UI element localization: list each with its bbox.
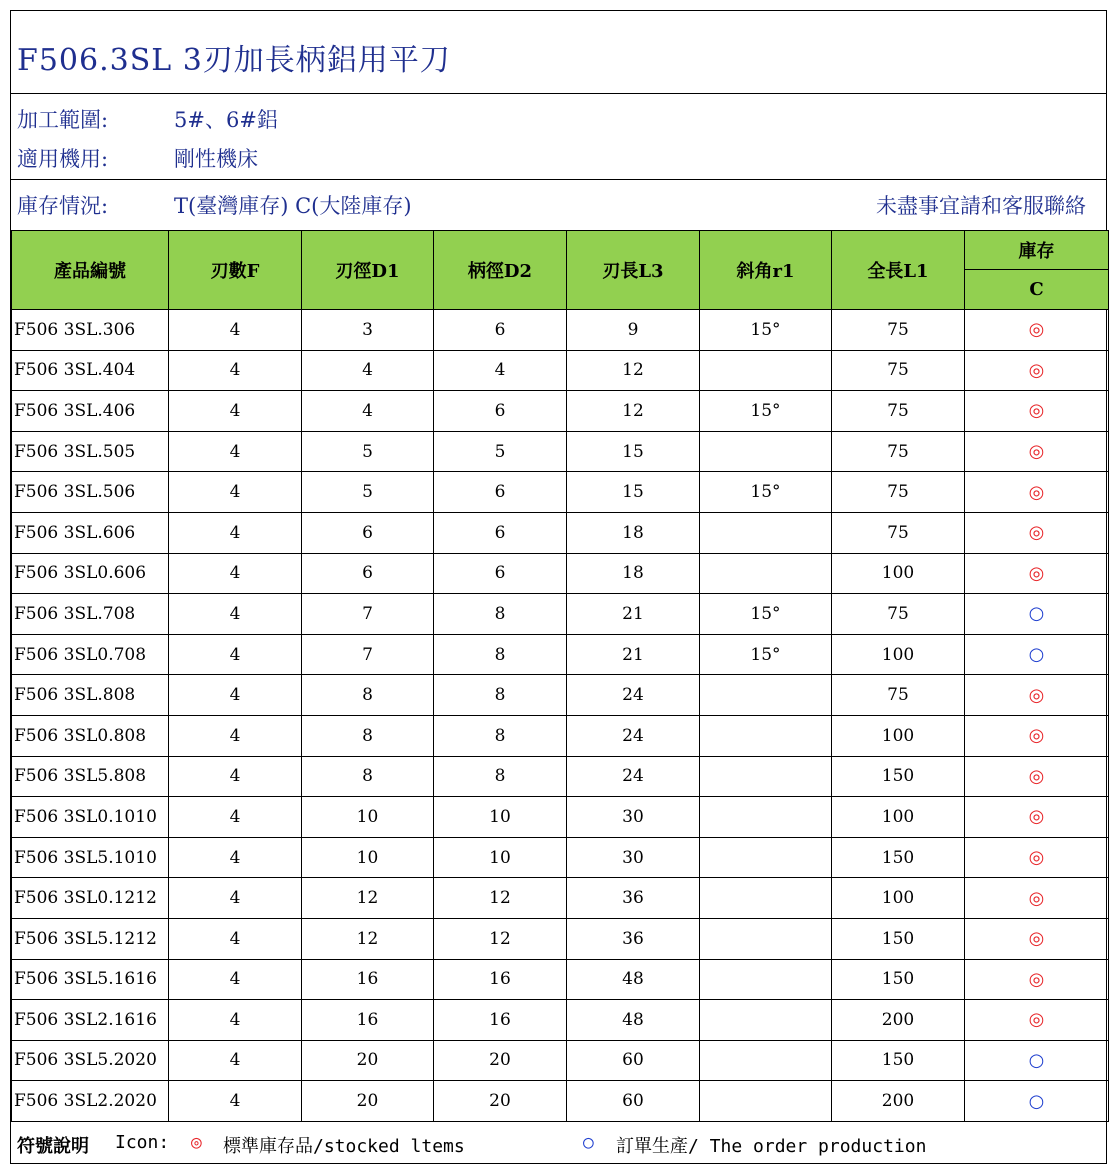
cell-stock: ◎ bbox=[965, 431, 1109, 472]
cell-code: F506 3SL0.1212 bbox=[12, 878, 169, 919]
cell-r1 bbox=[700, 837, 832, 878]
cell-l3: 24 bbox=[567, 675, 700, 716]
cell-d1: 20 bbox=[302, 1040, 434, 1081]
cell-d1: 4 bbox=[302, 350, 434, 391]
cell-d2: 6 bbox=[434, 391, 567, 432]
machine-label: 適用機用: bbox=[17, 147, 109, 171]
cell-d2: 8 bbox=[434, 715, 567, 756]
cell-code: F506 3SL.708 bbox=[12, 594, 169, 635]
cell-code: F506 3SL0.808 bbox=[12, 715, 169, 756]
cell-d1: 8 bbox=[302, 715, 434, 756]
header-code: 產品編號 bbox=[12, 231, 169, 310]
cell-r1 bbox=[700, 756, 832, 797]
cell-r1: 15° bbox=[700, 594, 832, 635]
cell-l3: 15 bbox=[567, 472, 700, 513]
cell-d1: 8 bbox=[302, 756, 434, 797]
order-symbol-icon: ○ bbox=[583, 1132, 594, 1153]
cell-flutes: 4 bbox=[169, 878, 302, 919]
cell-d2: 12 bbox=[434, 878, 567, 919]
table-row bbox=[12, 756, 1109, 797]
cell-flutes: 4 bbox=[169, 553, 302, 594]
cell-code: F506 3SL.606 bbox=[12, 512, 169, 553]
cell-flutes: 4 bbox=[169, 391, 302, 432]
cell-l1: 200 bbox=[832, 1000, 965, 1041]
cell-l3: 24 bbox=[567, 756, 700, 797]
cell-flutes: 4 bbox=[169, 634, 302, 675]
cell-stock: ◎ bbox=[965, 512, 1109, 553]
cell-l3: 30 bbox=[567, 837, 700, 878]
cell-l1: 75 bbox=[832, 512, 965, 553]
table-row bbox=[12, 512, 1109, 553]
header-flutes: 刃數F bbox=[169, 231, 302, 310]
range-row bbox=[11, 94, 1106, 138]
cell-stock: ◎ bbox=[965, 837, 1109, 878]
cell-stock: ◎ bbox=[965, 878, 1109, 919]
cell-l1: 150 bbox=[832, 1040, 965, 1081]
cell-d2: 10 bbox=[434, 797, 567, 838]
cell-l3: 12 bbox=[567, 350, 700, 391]
cell-l3: 15 bbox=[567, 431, 700, 472]
cell-l1: 75 bbox=[832, 472, 965, 513]
cell-d2: 5 bbox=[434, 431, 567, 472]
cell-stock: ◎ bbox=[965, 553, 1109, 594]
cell-l1: 100 bbox=[832, 797, 965, 838]
cell-d1: 5 bbox=[302, 431, 434, 472]
cell-l1: 75 bbox=[832, 594, 965, 635]
cell-l1: 100 bbox=[832, 878, 965, 919]
cell-d1: 7 bbox=[302, 634, 434, 675]
legend-order-text: 訂單生產/ The order production bbox=[616, 1136, 927, 1157]
header-r1: 斜角r1 bbox=[700, 231, 832, 310]
cell-stock: ○ bbox=[965, 1081, 1109, 1122]
cell-l1: 75 bbox=[832, 391, 965, 432]
cell-l1: 100 bbox=[832, 715, 965, 756]
table-row bbox=[12, 837, 1109, 878]
cell-stock: ◎ bbox=[965, 472, 1109, 513]
table-row bbox=[12, 594, 1109, 635]
cell-l3: 60 bbox=[567, 1081, 700, 1122]
cell-flutes: 4 bbox=[169, 431, 302, 472]
cell-flutes: 4 bbox=[169, 350, 302, 391]
cell-l1: 150 bbox=[832, 959, 965, 1000]
cell-l1: 75 bbox=[832, 310, 965, 351]
cell-d1: 16 bbox=[302, 1000, 434, 1041]
cell-code: F506 3SL5.1010 bbox=[12, 837, 169, 878]
cell-code: F506 3SL2.2020 bbox=[12, 1081, 169, 1122]
header-d1: 刃徑D1 bbox=[302, 231, 434, 310]
cell-code: F506 3SL.808 bbox=[12, 675, 169, 716]
cell-code: F506 3SL.306 bbox=[12, 310, 169, 351]
cell-l1: 100 bbox=[832, 634, 965, 675]
cell-r1 bbox=[700, 431, 832, 472]
cell-flutes: 4 bbox=[169, 756, 302, 797]
header-stock-c: C bbox=[965, 270, 1109, 310]
cell-l1: 150 bbox=[832, 756, 965, 797]
cell-d2: 12 bbox=[434, 918, 567, 959]
stock-label: 庫存情況: bbox=[17, 194, 109, 218]
header-stock: 庫存 bbox=[965, 231, 1109, 270]
table-row bbox=[12, 472, 1109, 513]
table-row bbox=[12, 350, 1109, 391]
cell-l3: 48 bbox=[567, 1000, 700, 1041]
cell-code: F506 3SL.505 bbox=[12, 431, 169, 472]
cell-r1 bbox=[700, 1081, 832, 1122]
cell-flutes: 4 bbox=[169, 1000, 302, 1041]
stock-row bbox=[11, 180, 1106, 230]
cell-d1: 12 bbox=[302, 878, 434, 919]
cell-code: F506 3SL.406 bbox=[12, 391, 169, 432]
stock-value: T(臺灣庫存) C(大陸庫存) bbox=[174, 194, 412, 218]
cell-l3: 24 bbox=[567, 715, 700, 756]
header-l1: 全長L1 bbox=[832, 231, 965, 310]
cell-d1: 5 bbox=[302, 472, 434, 513]
cell-d1: 6 bbox=[302, 512, 434, 553]
cell-flutes: 4 bbox=[169, 1081, 302, 1122]
cell-flutes: 4 bbox=[169, 797, 302, 838]
table-row bbox=[12, 1081, 1109, 1122]
cell-l3: 21 bbox=[567, 634, 700, 675]
cell-r1 bbox=[700, 512, 832, 553]
cell-d2: 16 bbox=[434, 1000, 567, 1041]
cell-stock: ◎ bbox=[965, 675, 1109, 716]
table-row bbox=[12, 391, 1109, 432]
cell-l1: 150 bbox=[832, 918, 965, 959]
table-row bbox=[12, 918, 1109, 959]
cell-l3: 12 bbox=[567, 391, 700, 432]
cell-stock: ○ bbox=[965, 634, 1109, 675]
table-row bbox=[12, 1040, 1109, 1081]
cell-stock: ◎ bbox=[965, 918, 1109, 959]
cell-flutes: 4 bbox=[169, 594, 302, 635]
header-l3: 刃長L3 bbox=[567, 231, 700, 310]
cell-l3: 36 bbox=[567, 878, 700, 919]
cell-d2: 20 bbox=[434, 1040, 567, 1081]
cell-flutes: 4 bbox=[169, 512, 302, 553]
cell-r1: 15° bbox=[700, 634, 832, 675]
cell-r1 bbox=[700, 918, 832, 959]
cell-r1: 15° bbox=[700, 472, 832, 513]
cell-stock: ◎ bbox=[965, 310, 1109, 351]
table-row bbox=[12, 675, 1109, 716]
cell-r1 bbox=[700, 1040, 832, 1081]
cell-l3: 21 bbox=[567, 594, 700, 635]
cell-flutes: 4 bbox=[169, 1040, 302, 1081]
cell-r1 bbox=[700, 959, 832, 1000]
cell-d2: 10 bbox=[434, 837, 567, 878]
cell-d2: 16 bbox=[434, 959, 567, 1000]
cell-l3: 30 bbox=[567, 797, 700, 838]
table-row bbox=[12, 310, 1109, 351]
cell-d2: 8 bbox=[434, 675, 567, 716]
legend-row bbox=[11, 1123, 1106, 1163]
legend-stocked-text: 標準庫存品/stocked ltems bbox=[223, 1136, 465, 1157]
cell-l3: 60 bbox=[567, 1040, 700, 1081]
cell-flutes: 4 bbox=[169, 310, 302, 351]
legend-icon-word: Icon: bbox=[115, 1132, 170, 1153]
table-row bbox=[12, 431, 1109, 472]
table-row bbox=[12, 553, 1109, 594]
cell-flutes: 4 bbox=[169, 959, 302, 1000]
cell-r1 bbox=[700, 350, 832, 391]
cell-d2: 6 bbox=[434, 553, 567, 594]
cell-d1: 3 bbox=[302, 310, 434, 351]
table-row bbox=[12, 959, 1109, 1000]
cell-d2: 6 bbox=[434, 310, 567, 351]
cell-l3: 18 bbox=[567, 512, 700, 553]
table-row bbox=[12, 1000, 1109, 1041]
stocked-symbol-icon: ◎ bbox=[191, 1132, 202, 1153]
cell-d2: 8 bbox=[434, 756, 567, 797]
cell-code: F506 3SL.404 bbox=[12, 350, 169, 391]
table-body bbox=[12, 310, 1109, 1122]
cell-d1: 20 bbox=[302, 1081, 434, 1122]
cell-stock: ◎ bbox=[965, 797, 1109, 838]
cell-code: F506 3SL5.808 bbox=[12, 756, 169, 797]
cell-l3: 18 bbox=[567, 553, 700, 594]
cell-code: F506 3SL0.708 bbox=[12, 634, 169, 675]
table-row bbox=[12, 878, 1109, 919]
cell-r1 bbox=[700, 675, 832, 716]
cell-code: F506 3SL2.1616 bbox=[12, 1000, 169, 1041]
cell-d2: 8 bbox=[434, 594, 567, 635]
product-table bbox=[11, 230, 1109, 1122]
machine-value: 剛性機床 bbox=[174, 147, 258, 171]
legend-label: 符號說明 bbox=[17, 1136, 89, 1157]
cell-r1 bbox=[700, 878, 832, 919]
cell-l1: 75 bbox=[832, 350, 965, 391]
cell-stock: ○ bbox=[965, 1040, 1109, 1081]
cell-stock: ◎ bbox=[965, 391, 1109, 432]
cell-code: F506 3SL5.1616 bbox=[12, 959, 169, 1000]
product-sheet bbox=[10, 10, 1107, 1164]
range-value: 5#、6#鋁 bbox=[174, 108, 278, 132]
cell-flutes: 4 bbox=[169, 675, 302, 716]
cell-l1: 75 bbox=[832, 675, 965, 716]
cell-d1: 12 bbox=[302, 918, 434, 959]
cell-l3: 9 bbox=[567, 310, 700, 351]
cell-d1: 16 bbox=[302, 959, 434, 1000]
cell-code: F506 3SL0.1010 bbox=[12, 797, 169, 838]
cell-l3: 48 bbox=[567, 959, 700, 1000]
cell-d1: 10 bbox=[302, 797, 434, 838]
cell-r1 bbox=[700, 715, 832, 756]
cell-d2: 20 bbox=[434, 1081, 567, 1122]
table-row bbox=[12, 797, 1109, 838]
machine-row bbox=[11, 138, 1106, 180]
cell-l3: 36 bbox=[567, 918, 700, 959]
cell-stock: ○ bbox=[965, 594, 1109, 635]
cell-stock: ◎ bbox=[965, 715, 1109, 756]
title-bar bbox=[11, 11, 1106, 94]
cell-l1: 150 bbox=[832, 837, 965, 878]
cell-d1: 4 bbox=[302, 391, 434, 432]
cell-d1: 10 bbox=[302, 837, 434, 878]
cell-r1: 15° bbox=[700, 310, 832, 351]
cell-d1: 8 bbox=[302, 675, 434, 716]
page-title: F506.3SL 3刃加長柄鋁用平刀 bbox=[17, 43, 451, 78]
cell-stock: ◎ bbox=[965, 350, 1109, 391]
cell-r1 bbox=[700, 553, 832, 594]
cell-code: F506 3SL5.2020 bbox=[12, 1040, 169, 1081]
cell-d1: 6 bbox=[302, 553, 434, 594]
cell-code: F506 3SL0.606 bbox=[12, 553, 169, 594]
cell-d2: 6 bbox=[434, 512, 567, 553]
contact-note: 未盡事宜請和客服聯絡 bbox=[876, 194, 1086, 218]
cell-l1: 200 bbox=[832, 1081, 965, 1122]
cell-code: F506 3SL.506 bbox=[12, 472, 169, 513]
cell-d1: 7 bbox=[302, 594, 434, 635]
cell-code: F506 3SL5.1212 bbox=[12, 918, 169, 959]
cell-r1 bbox=[700, 797, 832, 838]
cell-l1: 100 bbox=[832, 553, 965, 594]
header-d2: 柄徑D2 bbox=[434, 231, 567, 310]
table-row bbox=[12, 634, 1109, 675]
range-label: 加工範圍: bbox=[17, 108, 109, 132]
cell-d2: 8 bbox=[434, 634, 567, 675]
cell-flutes: 4 bbox=[169, 837, 302, 878]
cell-flutes: 4 bbox=[169, 918, 302, 959]
cell-l1: 75 bbox=[832, 431, 965, 472]
cell-flutes: 4 bbox=[169, 715, 302, 756]
cell-d2: 6 bbox=[434, 472, 567, 513]
cell-stock: ◎ bbox=[965, 1000, 1109, 1041]
cell-r1 bbox=[700, 1000, 832, 1041]
cell-r1: 15° bbox=[700, 391, 832, 432]
cell-d2: 4 bbox=[434, 350, 567, 391]
table-row bbox=[12, 715, 1109, 756]
cell-flutes: 4 bbox=[169, 472, 302, 513]
cell-stock: ◎ bbox=[965, 959, 1109, 1000]
cell-stock: ◎ bbox=[965, 756, 1109, 797]
